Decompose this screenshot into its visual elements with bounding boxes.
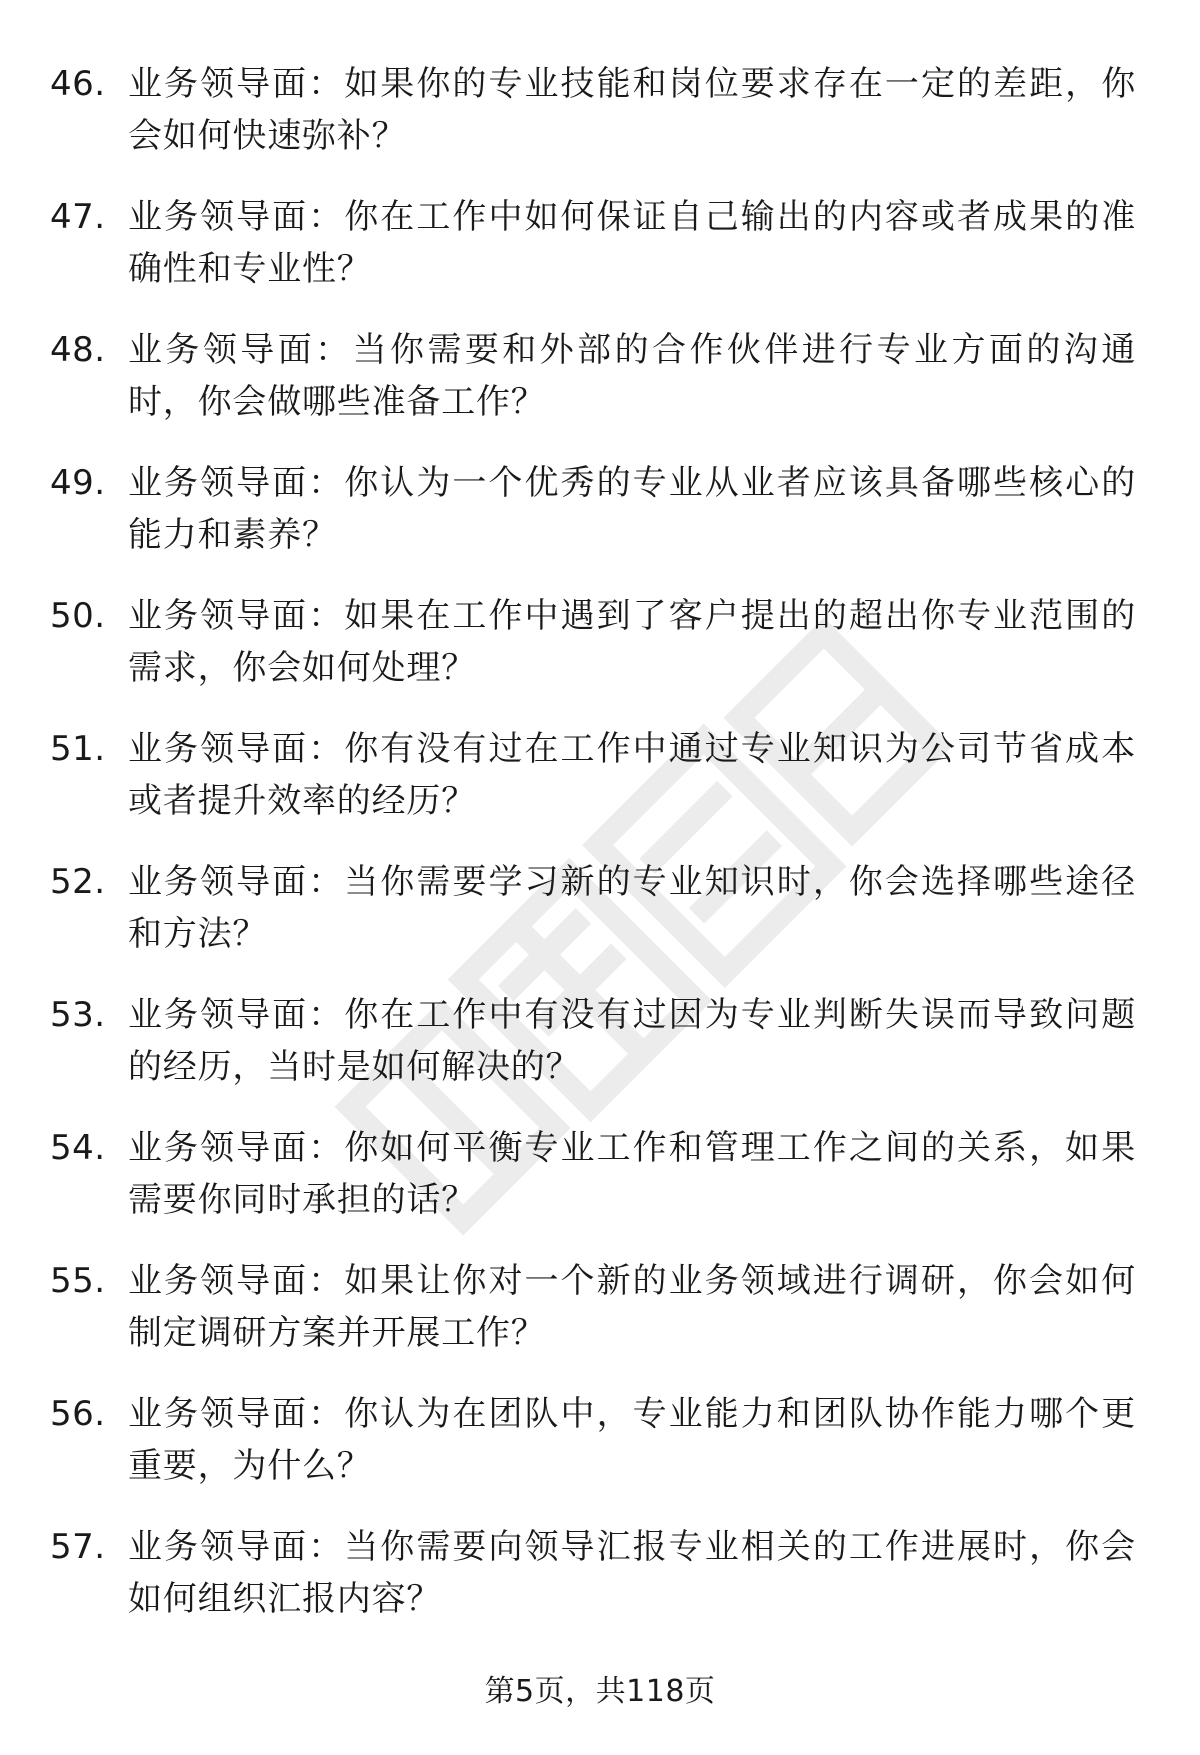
question-text: 业务领导面：当你需要和外部的合作伙伴进行专业方面的沟通时，你会做哪些准备工作？ bbox=[128, 330, 1136, 422]
list-item bbox=[50, 457, 1150, 590]
list-item bbox=[50, 723, 1150, 856]
question-text: 业务领导面：你有没有过在工作中通过专业知识为公司节省成本或者提升效率的经历？ bbox=[128, 729, 1136, 821]
question-number: 48. bbox=[50, 330, 106, 370]
question-text: 业务领导面：如果在工作中遇到了客户提出的超出你专业范围的需求，你会如何处理？ bbox=[128, 596, 1136, 688]
question-number: 54. bbox=[50, 1128, 106, 1168]
question-number: 53. bbox=[50, 995, 106, 1035]
question-number: 55. bbox=[50, 1261, 106, 1301]
question-list bbox=[50, 58, 1150, 1654]
question-number: 52. bbox=[50, 862, 106, 902]
question-number: 49. bbox=[50, 463, 106, 503]
question-text: 业务领导面：你在工作中有没有过因为专业判断失误而导致问题的经历，当时是如何解决的？ bbox=[128, 995, 1136, 1087]
question-number: 50. bbox=[50, 596, 106, 636]
list-item bbox=[50, 1521, 1150, 1654]
question-number: 46. bbox=[50, 64, 106, 104]
question-number: 47. bbox=[50, 197, 106, 237]
question-text: 业务领导面：你认为一个优秀的专业从业者应该具备哪些核心的能力和素养？ bbox=[128, 463, 1136, 555]
question-text: 业务领导面：如果让你对一个新的业务领域进行调研，你会如何制定调研方案并开展工作？ bbox=[128, 1261, 1136, 1353]
list-item bbox=[50, 1255, 1150, 1388]
list-item bbox=[50, 1388, 1150, 1521]
question-text: 业务领导面：你在工作中如何保证自己输出的内容或者成果的准确性和专业性？ bbox=[128, 197, 1136, 289]
question-number: 56. bbox=[50, 1394, 106, 1434]
list-item bbox=[50, 324, 1150, 457]
list-item bbox=[50, 856, 1150, 989]
page-footer: 第5页，共118页 bbox=[484, 1674, 716, 1709]
list-item bbox=[50, 989, 1150, 1122]
list-item bbox=[50, 191, 1150, 324]
question-text: 业务领导面：当你需要学习新的专业知识时，你会选择哪些途径和方法？ bbox=[128, 862, 1136, 954]
question-text: 业务领导面：你如何平衡专业工作和管理工作之间的关系，如果需要你同时承担的话？ bbox=[128, 1128, 1136, 1220]
list-item bbox=[50, 58, 1150, 191]
question-text: 业务领导面：当你需要向领导汇报专业相关的工作进展时，你会如何组织汇报内容？ bbox=[128, 1527, 1136, 1619]
question-number: 51. bbox=[50, 729, 106, 769]
list-item bbox=[50, 590, 1150, 723]
question-text: 业务领导面：如果你的专业技能和岗位要求存在一定的差距，你会如何快速弥补？ bbox=[128, 64, 1136, 156]
question-text: 业务领导面：你认为在团队中，专业能力和团队协作能力哪个更重要，为什么？ bbox=[128, 1394, 1136, 1486]
list-item bbox=[50, 1122, 1150, 1255]
question-number: 57. bbox=[50, 1527, 106, 1567]
